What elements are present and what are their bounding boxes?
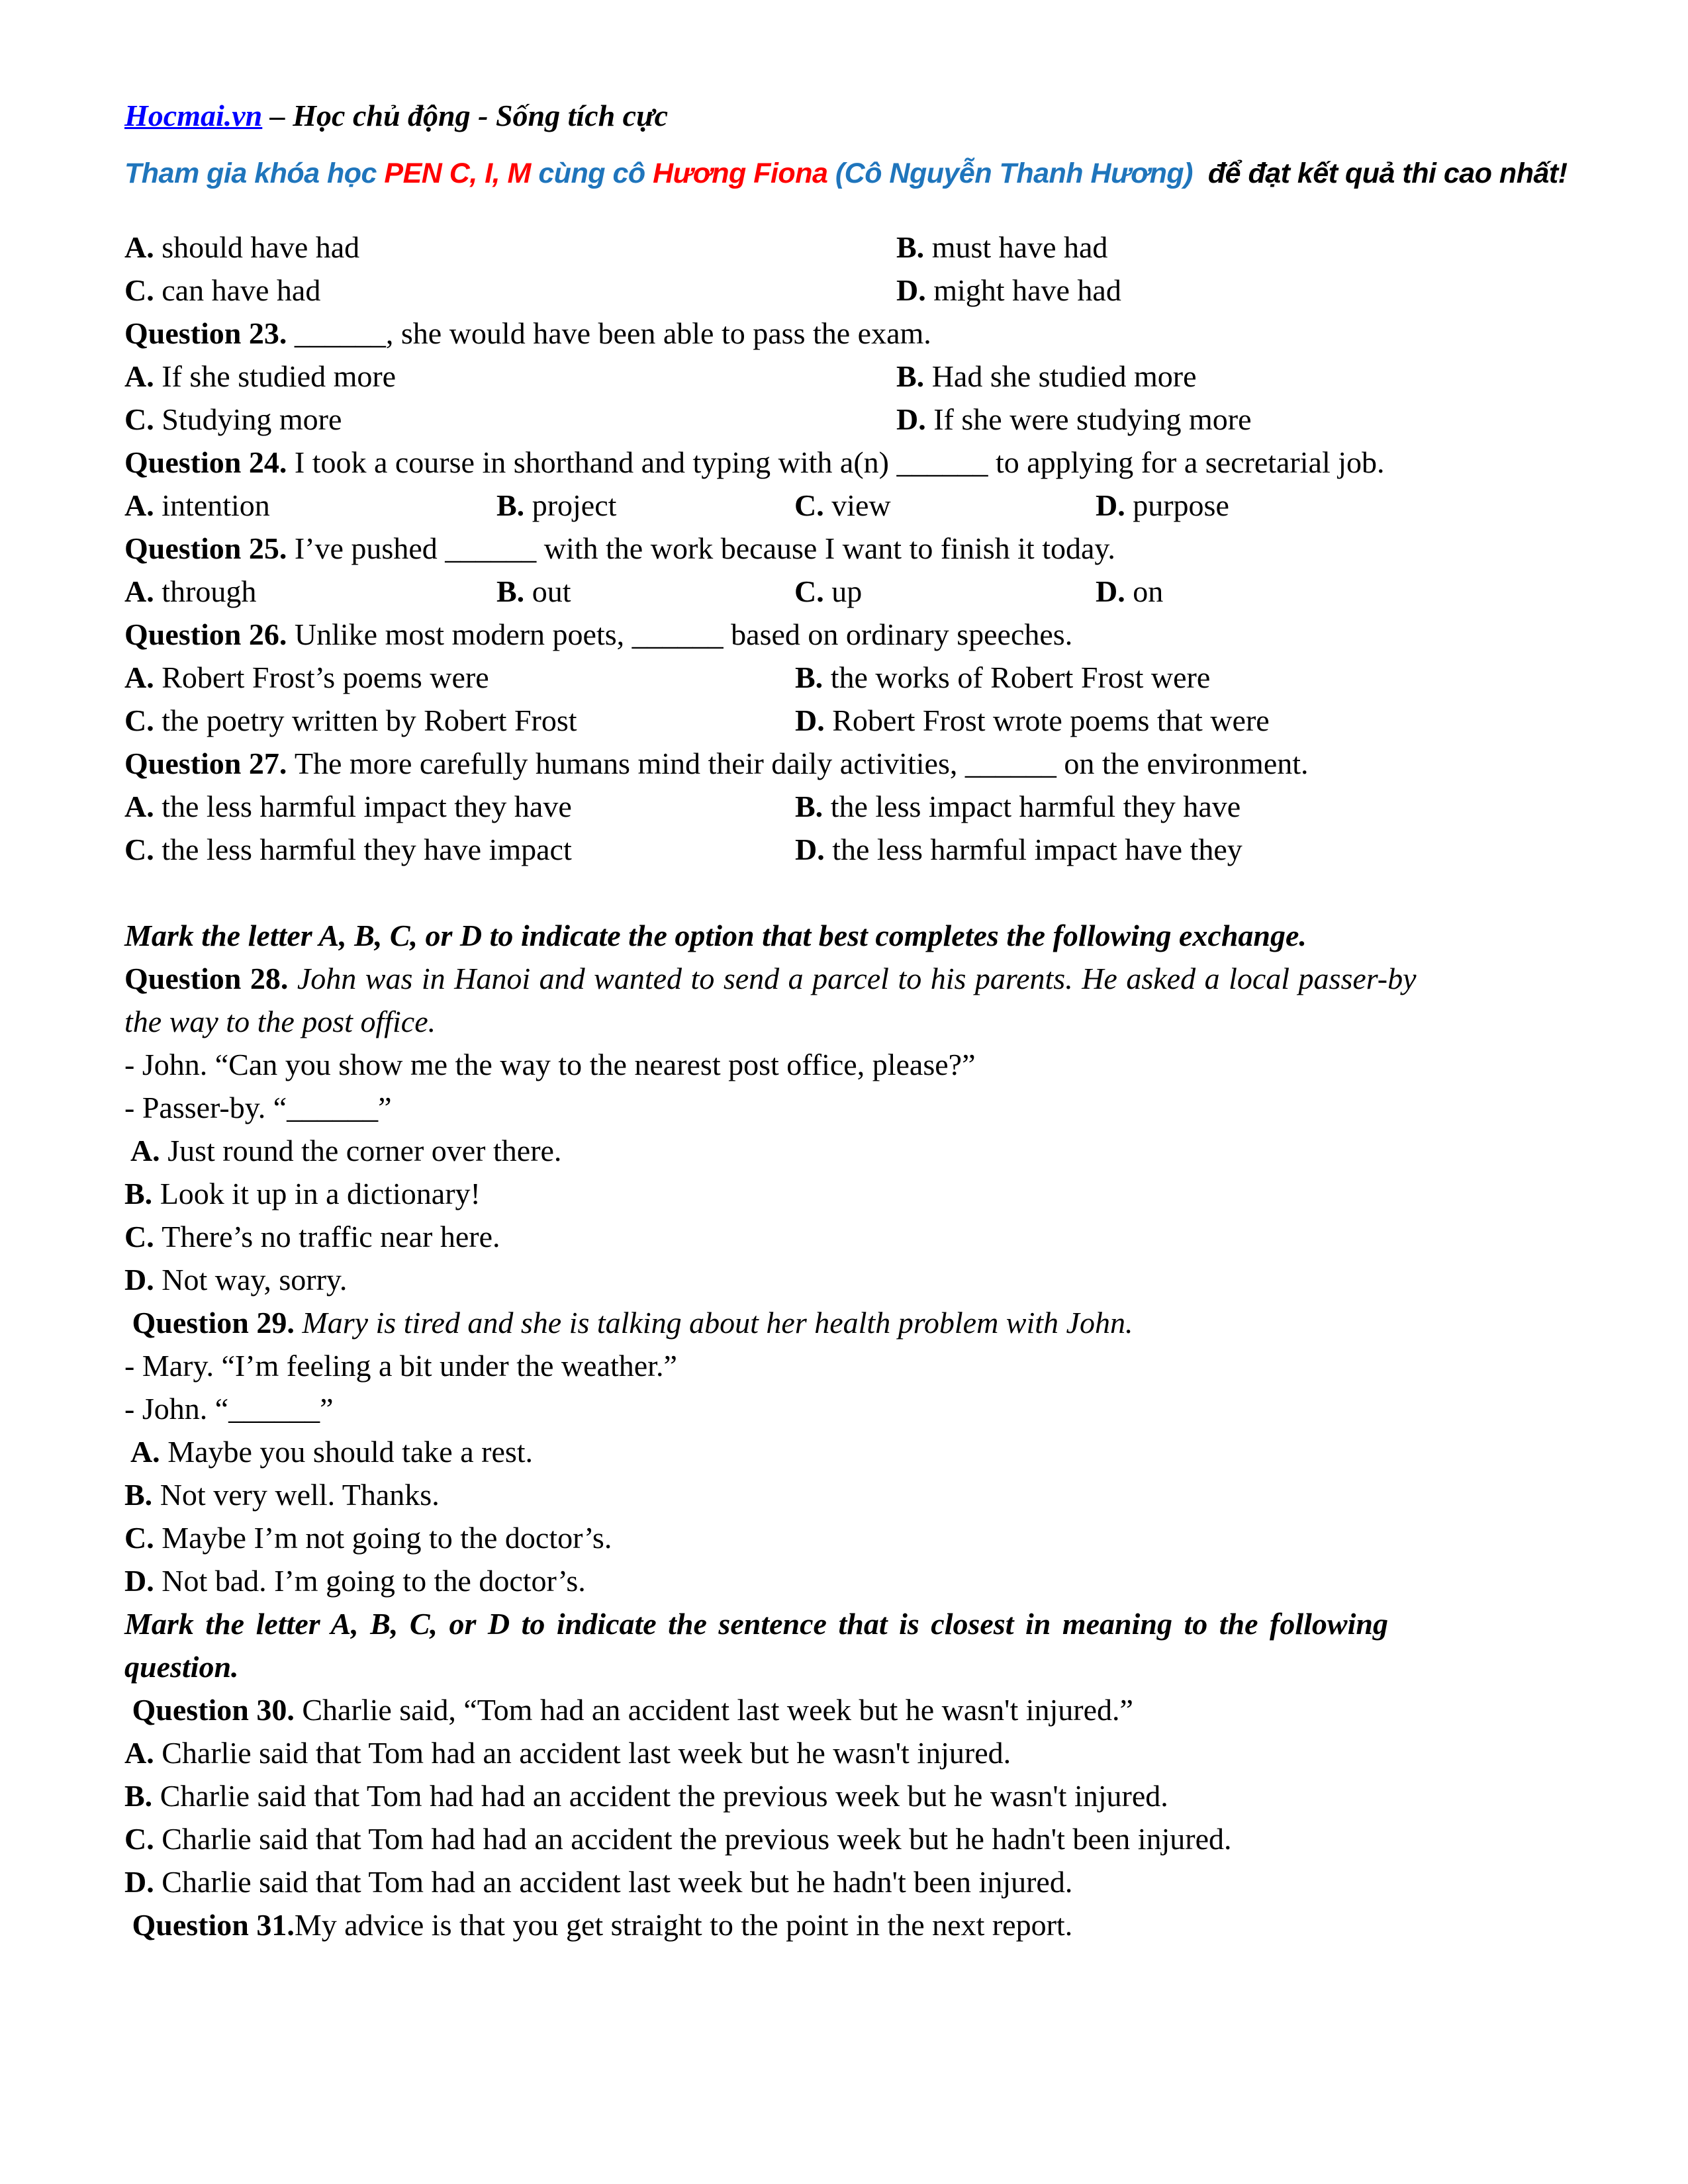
q23-options-cd [124, 398, 1564, 441]
text-segment: Unlike most modern poets, ______ based on ordinary speeches. [294, 617, 1073, 651]
option-text: purpose [1133, 488, 1229, 522]
text-segment: My advice is that you get straight to the point in the next report. [294, 1908, 1073, 1942]
text-segment: the way to the post office. [124, 1005, 436, 1038]
question-24 [124, 441, 1564, 484]
option-cell [1096, 484, 1229, 527]
option-label: D. [795, 704, 833, 737]
section-instruction-closest [124, 1602, 1564, 1645]
q29-option-c [124, 1516, 1564, 1559]
option-label: A. [124, 574, 162, 608]
option-label: C. [124, 833, 162, 866]
option-cell [896, 269, 1121, 312]
text-segment: There’s no traffic near here. [162, 1220, 500, 1253]
text-segment: B. [124, 1177, 160, 1210]
option-cell [124, 570, 496, 613]
option-label: B. [896, 230, 932, 264]
text-segment: - Passer-by. “______” [124, 1091, 392, 1124]
q29-dialog-mary [124, 1344, 1564, 1387]
option-cell [124, 355, 896, 398]
text-segment: Look it up in a dictionary! [160, 1177, 481, 1210]
text-segment: I’ve pushed ______ with the work because I want to finish it today. [294, 531, 1115, 565]
question-25 [124, 527, 1564, 570]
option-cell [124, 785, 795, 828]
promo-segment-black: để đạt kết quả thi cao nhất! [1192, 158, 1568, 189]
q30-option-c [124, 1817, 1564, 1860]
q28-option-c [124, 1215, 1564, 1258]
text-segment: Charlie said that Tom had an accident last week but he hadn't been injured. [162, 1865, 1073, 1899]
option-text: view [831, 488, 891, 522]
option-cell [124, 484, 496, 527]
option-text: Studying more [162, 402, 342, 436]
question-29 [124, 1301, 1564, 1344]
option-cell [124, 656, 795, 699]
q30-option-b [124, 1774, 1564, 1817]
option-text: project [532, 488, 617, 522]
promo-segment-red: Hương Fiona [653, 158, 835, 189]
text-segment: B. [124, 1779, 160, 1813]
option-label: B. [496, 488, 532, 522]
question-26 [124, 613, 1564, 656]
text-segment: Question 30. [124, 1693, 303, 1727]
q29-dialog-john [124, 1387, 1564, 1430]
text-segment: - John. “______” [124, 1392, 334, 1426]
question-28 [124, 957, 1564, 1000]
option-cell [124, 699, 795, 742]
option-label: D. [896, 273, 934, 307]
q26-options-cd [124, 699, 1564, 742]
option-label: A. [124, 359, 162, 393]
text-segment: Charlie said that Tom had an accident last week but he wasn't injured. [162, 1736, 1011, 1770]
promo-segment-red: PEN C, I, M [384, 158, 539, 189]
option-label: D. [1096, 574, 1133, 608]
text-segment: - Mary. “I’m feeling a bit under the weather.” [124, 1349, 677, 1383]
text-segment: C. [124, 1521, 162, 1555]
text-segment: B. [124, 1478, 160, 1512]
option-label: A. [124, 790, 162, 823]
q30-option-d [124, 1860, 1564, 1903]
q28-option-a [124, 1129, 1564, 1172]
text-segment: Question 28. [124, 962, 297, 995]
option-label: A. [124, 660, 162, 694]
text-segment: Question 31. [124, 1908, 295, 1942]
q30-option-a [124, 1731, 1564, 1774]
promo-segment-blue: Tham gia khóa học [124, 158, 385, 189]
text-segment: The more carefully humans mind their daily activities, ______ on the environment. [294, 747, 1309, 780]
option-text: can have had [162, 273, 321, 307]
text-segment: Charlie said that Tom had had an accident the previous week but he hadn't been injured. [162, 1822, 1232, 1856]
q26-options-ab [124, 656, 1564, 699]
option-text: on [1133, 574, 1164, 608]
option-text: must have had [931, 230, 1108, 264]
option-label: A. [124, 488, 162, 522]
text-segment: Question 27. [124, 747, 295, 780]
option-cell [896, 355, 1197, 398]
text-segment: A. [124, 1435, 168, 1469]
promo-segment-blue: (Cô Nguyễn Thanh Hương) [835, 158, 1193, 189]
section-instruction-closest-cont [124, 1645, 1564, 1688]
option-cell [896, 398, 1252, 441]
text-segment: ______, she would have been able to pass the exam. [294, 316, 931, 350]
option-text: out [532, 574, 571, 608]
option-text: Had she studied more [931, 359, 1197, 393]
q23-options-ab [124, 355, 1564, 398]
option-label: D. [896, 402, 934, 436]
text-segment: question. [124, 1650, 239, 1684]
text-segment: Mark the letter A, B, C, or D to indicate the sentence that is closest in meaning to the following [124, 1607, 1388, 1641]
option-text: up [831, 574, 863, 608]
text-segment: D. [124, 1263, 162, 1297]
promo-segment-blue: cùng cô [538, 158, 653, 189]
option-cell [794, 570, 1096, 613]
q29-option-b [124, 1473, 1564, 1516]
option-cell [795, 656, 1210, 699]
text-segment: Charlie said that Tom had had an accident the previous week but he wasn't injured. [160, 1779, 1168, 1813]
option-label: C. [794, 488, 832, 522]
text-segment: Question 29. [124, 1306, 303, 1340]
option-cell [496, 570, 794, 613]
option-label: D. [1096, 488, 1133, 522]
q29-option-a [124, 1430, 1564, 1473]
option-cell [795, 699, 1270, 742]
text-segment: - John. “Can you show me the way to the nearest post office, please?” [124, 1048, 976, 1081]
brand-link[interactable]: Hocmai.vn [124, 99, 263, 132]
q28-dialog-passerby [124, 1086, 1564, 1129]
text-segment: D. [124, 1564, 162, 1598]
text-segment: Mark the letter A, B, C, or D to indicate the option that best completes the following exchange. [124, 919, 1307, 952]
option-text: the less harmful impact they have [162, 790, 572, 823]
q22-options-ab [124, 226, 1564, 269]
text-segment: Question 24. [124, 445, 295, 479]
q28-option-d [124, 1258, 1564, 1301]
text-segment: John was in Hanoi and wanted to send a parcel to his parents. He asked a local passer-by [297, 962, 1417, 995]
option-text: the less harmful they have impact [162, 833, 572, 866]
option-cell [124, 269, 896, 312]
text-segment: Question 23. [124, 316, 295, 350]
spacer [124, 871, 1564, 914]
option-label: B. [795, 790, 831, 823]
text-segment: Question 25. [124, 531, 295, 565]
option-text: should have had [162, 230, 360, 264]
option-cell [795, 828, 1243, 871]
option-text: If she were studying more [933, 402, 1252, 436]
text-segment: D. [124, 1865, 162, 1899]
header-brand-line [124, 98, 668, 133]
question-27 [124, 742, 1564, 785]
option-label: C. [124, 273, 162, 307]
brand-tagline: – Học chủ động - Sống tích cực [262, 99, 669, 132]
option-cell [124, 398, 896, 441]
option-cell [124, 226, 896, 269]
option-text: Robert Frost wrote poems that were [832, 704, 1270, 737]
option-text: the less impact harmful they have [830, 790, 1241, 823]
text-segment: I took a course in shorthand and typing with a(n) ______ to applying for a secretarial job. [294, 445, 1385, 479]
option-label: A. [124, 230, 162, 264]
option-text: the works of Robert Frost were [830, 660, 1211, 694]
q27-options-cd [124, 828, 1564, 871]
option-text: If she studied more [162, 359, 397, 393]
q22-options-cd [124, 269, 1564, 312]
document-body [124, 226, 1564, 1946]
option-label: B. [496, 574, 532, 608]
text-segment: Maybe you should take a rest. [167, 1435, 534, 1469]
question-30 [124, 1688, 1564, 1731]
text-segment: Not way, sorry. [162, 1263, 348, 1297]
q28-option-b [124, 1172, 1564, 1215]
text-segment: Just round the corner over there. [167, 1134, 562, 1167]
option-cell [496, 484, 794, 527]
option-cell [794, 484, 1096, 527]
text-segment: Not bad. I’m going to the doctor’s. [162, 1564, 586, 1598]
text-segment: Not very well. Thanks. [160, 1478, 440, 1512]
text-segment: Question 26. [124, 617, 295, 651]
option-label: D. [795, 833, 833, 866]
option-text: through [162, 574, 257, 608]
option-label: B. [795, 660, 831, 694]
text-segment: Charlie said, “Tom had an accident last week but he wasn't injured.” [302, 1693, 1133, 1727]
q28-dialog-john [124, 1043, 1564, 1086]
option-cell [1096, 570, 1163, 613]
option-text: intention [162, 488, 270, 522]
option-text: might have had [933, 273, 1121, 307]
option-label: C. [124, 704, 162, 737]
option-label: C. [794, 574, 832, 608]
q25-options [124, 570, 1564, 613]
option-text: the less harmful impact have they [832, 833, 1243, 866]
option-text: the poetry written by Robert Frost [162, 704, 577, 737]
section-instruction-exchange [124, 914, 1564, 957]
question-31 [124, 1903, 1564, 1946]
text-segment: Maybe I’m not going to the doctor’s. [162, 1521, 612, 1555]
option-cell [795, 785, 1241, 828]
text-segment: A. [124, 1134, 168, 1167]
q24-options [124, 484, 1564, 527]
question-28-cont [124, 1000, 1564, 1043]
option-label: B. [896, 359, 932, 393]
promo-line [124, 158, 1568, 190]
text-segment: C. [124, 1220, 162, 1253]
option-cell [896, 226, 1107, 269]
question-23 [124, 312, 1564, 355]
text-segment: C. [124, 1822, 162, 1856]
text-segment: A. [124, 1736, 162, 1770]
q29-option-d [124, 1559, 1564, 1602]
text-segment: Mary is tired and she is talking about her health problem with John. [302, 1306, 1133, 1340]
q27-options-ab [124, 785, 1564, 828]
option-label: C. [124, 402, 162, 436]
option-cell [124, 828, 795, 871]
option-text: Robert Frost’s poems were [162, 660, 489, 694]
